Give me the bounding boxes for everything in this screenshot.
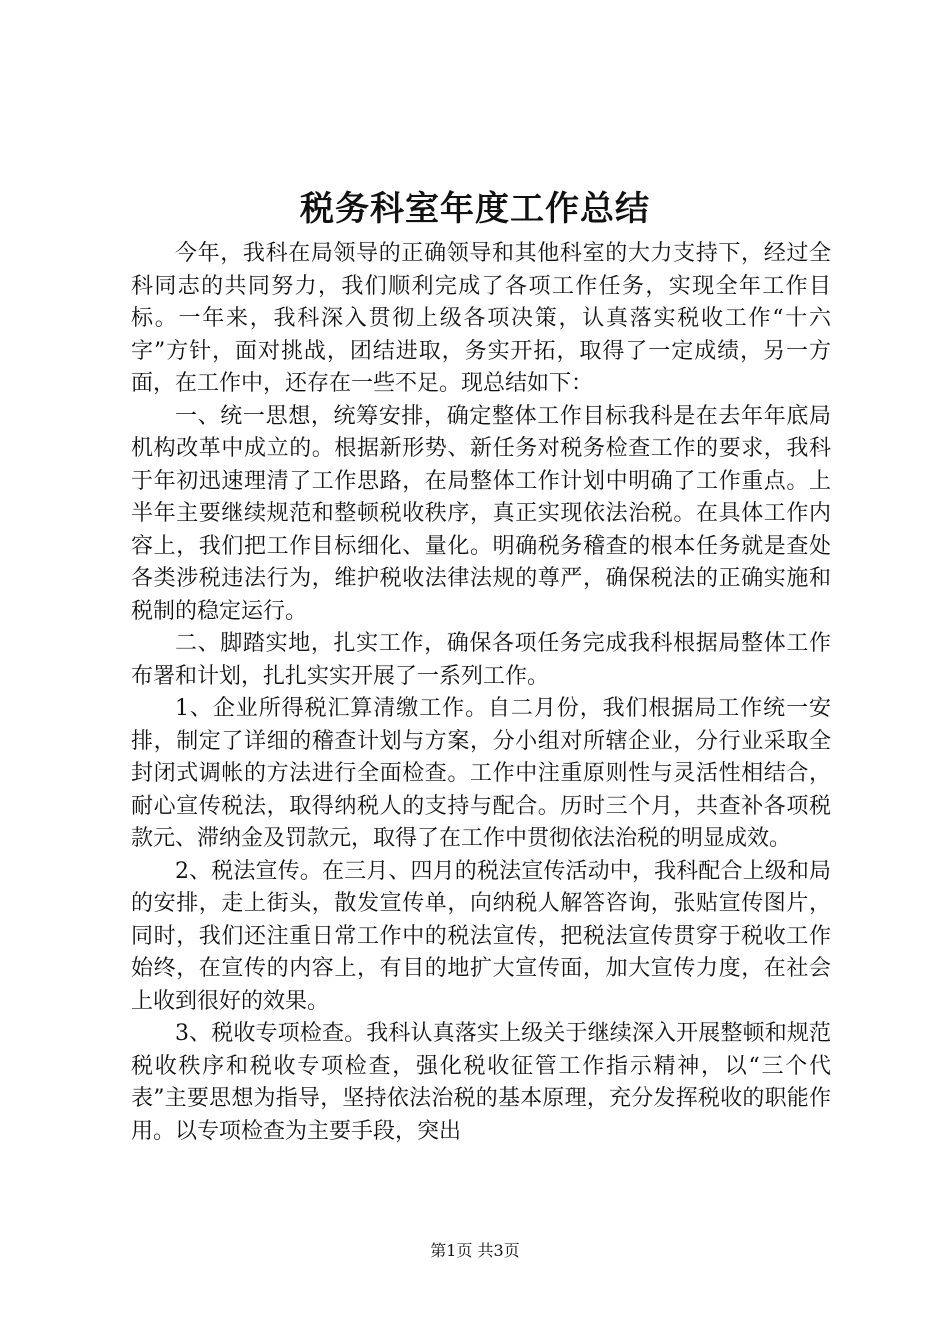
paragraph-section-two: 二、脚踏实地，扎实工作，确保各项任务完成我科根据局整体工作布署和计划，扎扎实实开展了一系列工作。: [131, 631, 831, 689]
document-body: [131, 238, 831, 1148]
paragraph-intro: 今年，我科在局领导的正确领导和其他科室的大力支持下，经过全科同志的共同努力，我们顺利完成了各项工作任务，实现全年工作目标。一年来，我科深入贯彻上级各项决策，认真落实税收工作“十六字”方针，面对挑战，团结进取，务实开拓，取得了一定成绩，另一方面，在工作中，还存在一些不足。现总结如下：: [131, 241, 831, 396]
paragraph-item-two: 2、税法宣传。在三月、四月的税法宣传活动中，我科配合上级和局的安排，走上街头，散发宣传单，向纳税人解答咨询，张贴宣传图片，同时，我们还注重日常工作中的税法宣传，把税法宣传贯穿于税收工作始终，在宣传的内容上，有目的地扩大宣传面，加大宣传力度，在社会上收到很好的效果。: [131, 858, 831, 1014]
paragraph-item-one: 1、企业所得税汇算清缴工作。自二月份，我们根据局工作统一安排，制定了详细的稽查计划与方案，分小组对所辖企业，分行业采取全封闭式调帐的方法进行全面检查。工作中注重原则性与灵活性相结合，耐心宣传税法，取得纳税人的支持与配合。历时三个月，共查补各项税款元、滞纳金及罚款元，取得了在工作中贯彻依法治税的明显成效。: [131, 696, 831, 851]
paragraph-item-three: 3、税收专项检查。我科认真落实上级关于继续深入开展整顿和规范税收秩序和税收专项检查，强化税收征管工作指示精神，以“三个代表”主要思想为指导，坚持依法治税的基本原理，充分发挥税收的职能作用。以专项检查为主要手段，突出: [131, 1021, 831, 1144]
document-title: 税务科室年度工作总结: [300, 189, 650, 229]
paragraph-section-one: 一、统一思想，统筹安排，确定整体工作目标我科是在去年年底局机构改革中成立的。根据新形势、新任务对税务检查工作的要求，我科于年初迅速理清了工作思路，在局整体工作计划中明确了工作重点。上半年主要继续规范和整顿税收秩序，真正实现依法治税。在具体工作内容上，我们把工作目标细化、量化。明确税务稽查的根本任务就是查处各类涉税违法行为，维护税收法律法规的尊严，确保税法的正确实施和税制的稳定运行。: [131, 403, 831, 624]
page-number-footer: 第1页 共3页: [430, 1241, 520, 1260]
